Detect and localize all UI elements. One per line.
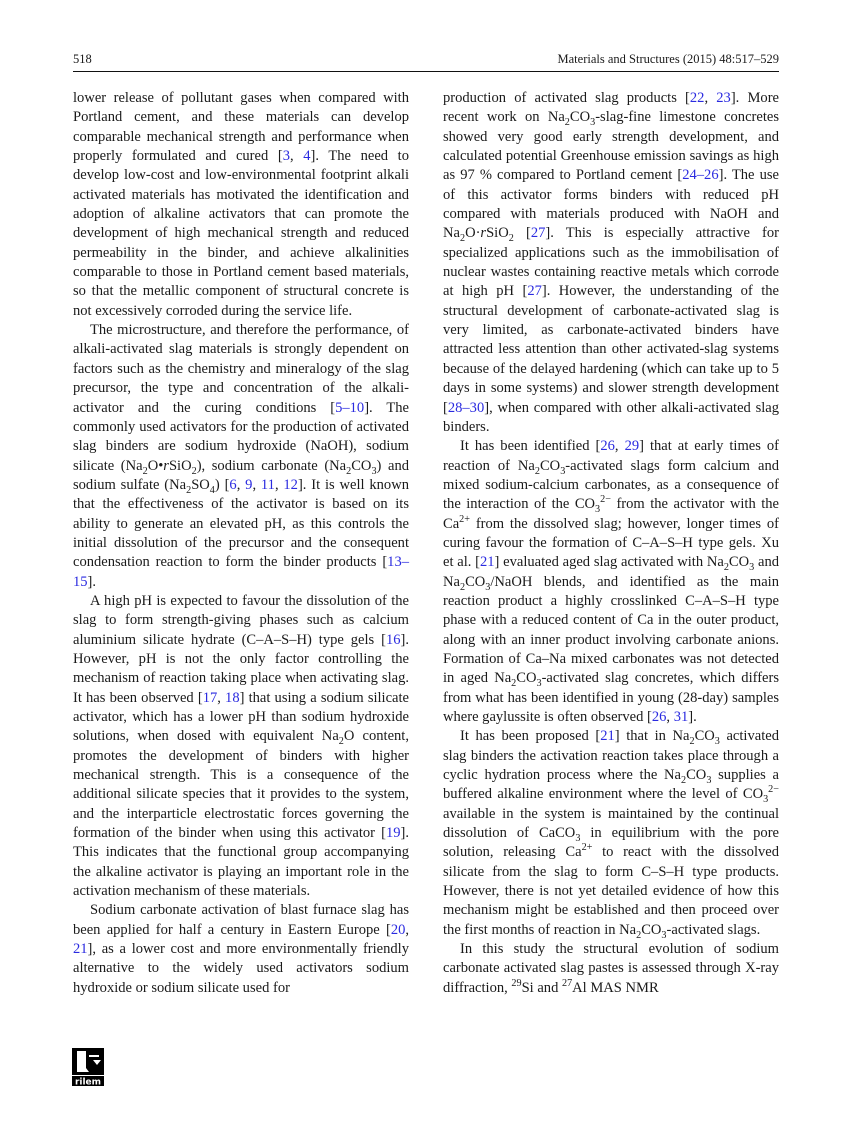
subscript: 2 [338,736,344,748]
citation-link[interactable]: 12 [283,476,298,493]
subscript: 2 [564,117,570,129]
superscript: 2− [600,494,611,506]
superscript: 2+ [459,513,470,525]
citation-link[interactable]: 24–26 [682,167,719,184]
subscript: 3 [714,736,720,748]
citation-link[interactable]: 18 [225,689,240,706]
citation-link[interactable]: 26 [600,438,615,455]
citation-link[interactable]: 23 [716,90,731,106]
subscript: 3 [536,678,542,690]
superscript: 29 [511,977,522,989]
paragraph: Sodium carbonate activation of blast furnace slag has been applied for half a century in Eastern Europe [20, 21], as a lower cost and more environmentally friendly alternative to the widely used activators sodium hydroxide or sodium silicate used for [73,902,409,996]
citation-link[interactable]: 21 [479,554,495,571]
citation-link[interactable]: 20 [390,921,406,938]
citation-link[interactable]: 27 [530,225,546,242]
subscript: 2 [689,736,695,748]
left-column [73,89,409,998]
paragraph: It has been identified [26, 29] that at early times of reaction of $Na_2CO_3$-activated slags form calcium and mixed sodium-calcium carbonates, as a consequence of the interaction of the $CO_3^{2-}$ from the activator with the $Ca^{2+}$ from the dissolved slag; however, longer times of curing favour the formation of C–A–S–H type gels. Xu et al. [21] evaluated aged slag activated with $Na_2CO_3$ and $Na_2CO_3$/NaOH blends, and identified as the main reaction product a highly crosslinked C–A–S–H type phase with a reduced content of Ca in the outer product, along with an inner product involving carbonate anions. Formation of Ca–Na mixed carbonates was not detected in aged $Na_2CO_3$-activated slag concretes, which differs from what has been identified in young (28-day) samples where gaylussite is often observed [26, 31]. [443,438,780,725]
subscript: 2 [636,929,642,941]
italic-text: r [163,457,169,474]
superscript: 27 [562,977,573,989]
subscript: 3 [706,774,712,786]
subscript: 2 [142,465,148,477]
page-number: 518 [73,52,92,66]
subscript: 2 [459,233,466,245]
subscript: 2 [459,581,466,593]
subscript: 2 [346,465,352,477]
subscript: 2 [191,465,197,477]
citation-link[interactable]: 19 [385,825,401,842]
citation-link[interactable]: 21 [73,941,88,958]
subscript: 3 [371,465,377,477]
subscript: 3 [749,562,755,574]
header-rule [73,71,779,72]
paragraph: lower release of pollutant gases when compared with Portland cement, and these materials can develop comparable mechanical strength and performance when properly formulated and cured [3, 4]. The need to develop low-cost and low-environmental footprint alkali activated materials has motivated the identification and adoption of alkaline activators that can promote the development of high mechanical strength and reduced permeability in the binder, and achieve alkalinities comparable to those in Portland cement based materials, so that the metallic component of structural concrete is not excessively corroded during the service life. [73,90,409,319]
citation-link[interactable]: 26 [651,709,667,725]
subscript: 3 [595,504,601,516]
citation-link[interactable]: 11 [260,476,275,493]
citation-link[interactable]: 27 [527,283,542,300]
citation-link[interactable]: 29 [624,438,640,455]
citation-link[interactable]: 16 [385,631,401,648]
citation-link[interactable]: 3 [282,148,290,165]
italic-text: r [480,225,487,242]
citation-link[interactable]: 4 [303,148,311,165]
right-column [443,89,779,998]
citation-link[interactable]: 21 [600,728,615,745]
citation-link[interactable]: 22 [689,90,705,106]
subscript: 4 [209,484,215,496]
citation-link[interactable]: 28–30 [447,399,485,416]
subscript: 2 [534,465,540,477]
paragraph: The microstructure, and therefore the performance, of alkali-activated slag materials is strongly dependent on factors such as the chemistry and mineralogy of the slag precursor, the type and concentration of the alkali-activator and the curing conditions [5–10]. The commonly used activators for the production of activated slag binders are sodium hydroxide (NaOH), sodium silicate $(Na_2O•rSiO_2)$, sodium carbonate $(Na_2CO_3)$ and sodium sulfate $(Na_2SO_4)$ [6, 9, 11, 12]. It is well known that the effectiveness of the activator is based on its ability to generate an elevated pH, as this controls the initial dissolution of the precursor and the consequent condensation reaction to form the binder products [13–15]. [73,322,409,590]
subscript: 3 [485,581,491,593]
subscript: 2 [186,484,192,496]
subscript: 3 [560,465,566,477]
paragraph: A high pH is expected to favour the dissolution of the slag to form strength-giving phases such as calcium aluminium silicate hydrate (C–A–S–H) type gels [16]. However, pH is not the only factor controlling the mechanism of reaction taking place when activating slag. It has been observed [17, 18] that using a sodium silicate activator, which has a lower pH than sodium hydroxide solutions, when dosed with equivalent $Na_2O$ content, promotes the development of binders with higher mechanical strength. This is a consequence of the additional silicate species that it provides to the system, and the interparticle electrostatic forces governing the formation of the binder when using this activator [19]. This indicates that the functional group accompanying the alkaline activator is playing an important role in the activation mechanism of these materials. [73,592,410,900]
superscript: 2+ [581,842,593,854]
logo-text: rilem [74,1077,102,1086]
citation-link[interactable]: 13–15 [73,554,409,590]
subscript: 3 [661,929,667,941]
rilem-logo-icon [72,1048,104,1086]
running-header [73,52,779,70]
citation-link[interactable]: 31 [673,709,689,725]
paragraph: production of activated slag products [22, 23]. More recent work on $Na_2CO_3-slag$-fine limestone concretes showed very good early strength development, and calculated potential Greenhouse emission savings as high as 97 % compared to Portland cement [24–26]. The use of this activator forms binders with reduced pH compared with materials produced with NaOH and $Na_2O\cdot rSiO_2$ [27]. This is especially attractive for specialized applications such as the immobilisation of nuclear wastes containing reactive metals which corrode at high pH [27]. However, the understanding of the structural development of carbonate-activated slag is very limited, as carbonate-activated binders have attracted less attention than other activated-slag systems because of the delayed hardening (which can take up to 5 days in some systems) and slower strength development [28–30], when compared with other alkali-activated slag binders. [443,90,780,435]
subscript: 3 [590,117,596,129]
paragraph: It has been proposed [21] that in $Na_2CO_3$ activated slag binders the activation reaction takes place through a cyclic hydration process where the $Na_2CO_3$ supplies a buffered alkaline environment where the level of $CO_3^{2-}$ available in the system is maintained by the continual dissolution of CaCO$_3$ in equilibrium with the pore solution, releasing $Ca^{2+}$ to react with the dissolved silicate from the slag to form C–S–H type products. However, there is not yet detailed evidence of how this mechanism might be established and then proceed over the first months of reaction in $Na_2CO_3$-activated slags. [443,728,779,941]
paragraph: In this study the structural evolution of sodium carbonate activated slag pastes is assessed through X-ray diffraction, $^{29}$Si and $^{27}$Al MAS NMR [443,941,779,996]
citation-link[interactable]: 17 [202,689,218,706]
subscript: 2 [511,678,517,690]
subscript: 3 [763,794,769,806]
citation-link[interactable]: 5–10 [335,399,365,416]
citation-link[interactable]: 6 [229,476,237,493]
citation-link[interactable]: 9 [245,476,253,493]
journal-citation: Materials and Structures (2015) 48:517–529 [557,52,779,66]
subscript: 2 [681,774,687,786]
subscript: 3 [575,832,581,844]
superscript: 2− [768,784,779,796]
subscript: 2 [723,562,729,574]
subscript: 2 [508,233,514,245]
